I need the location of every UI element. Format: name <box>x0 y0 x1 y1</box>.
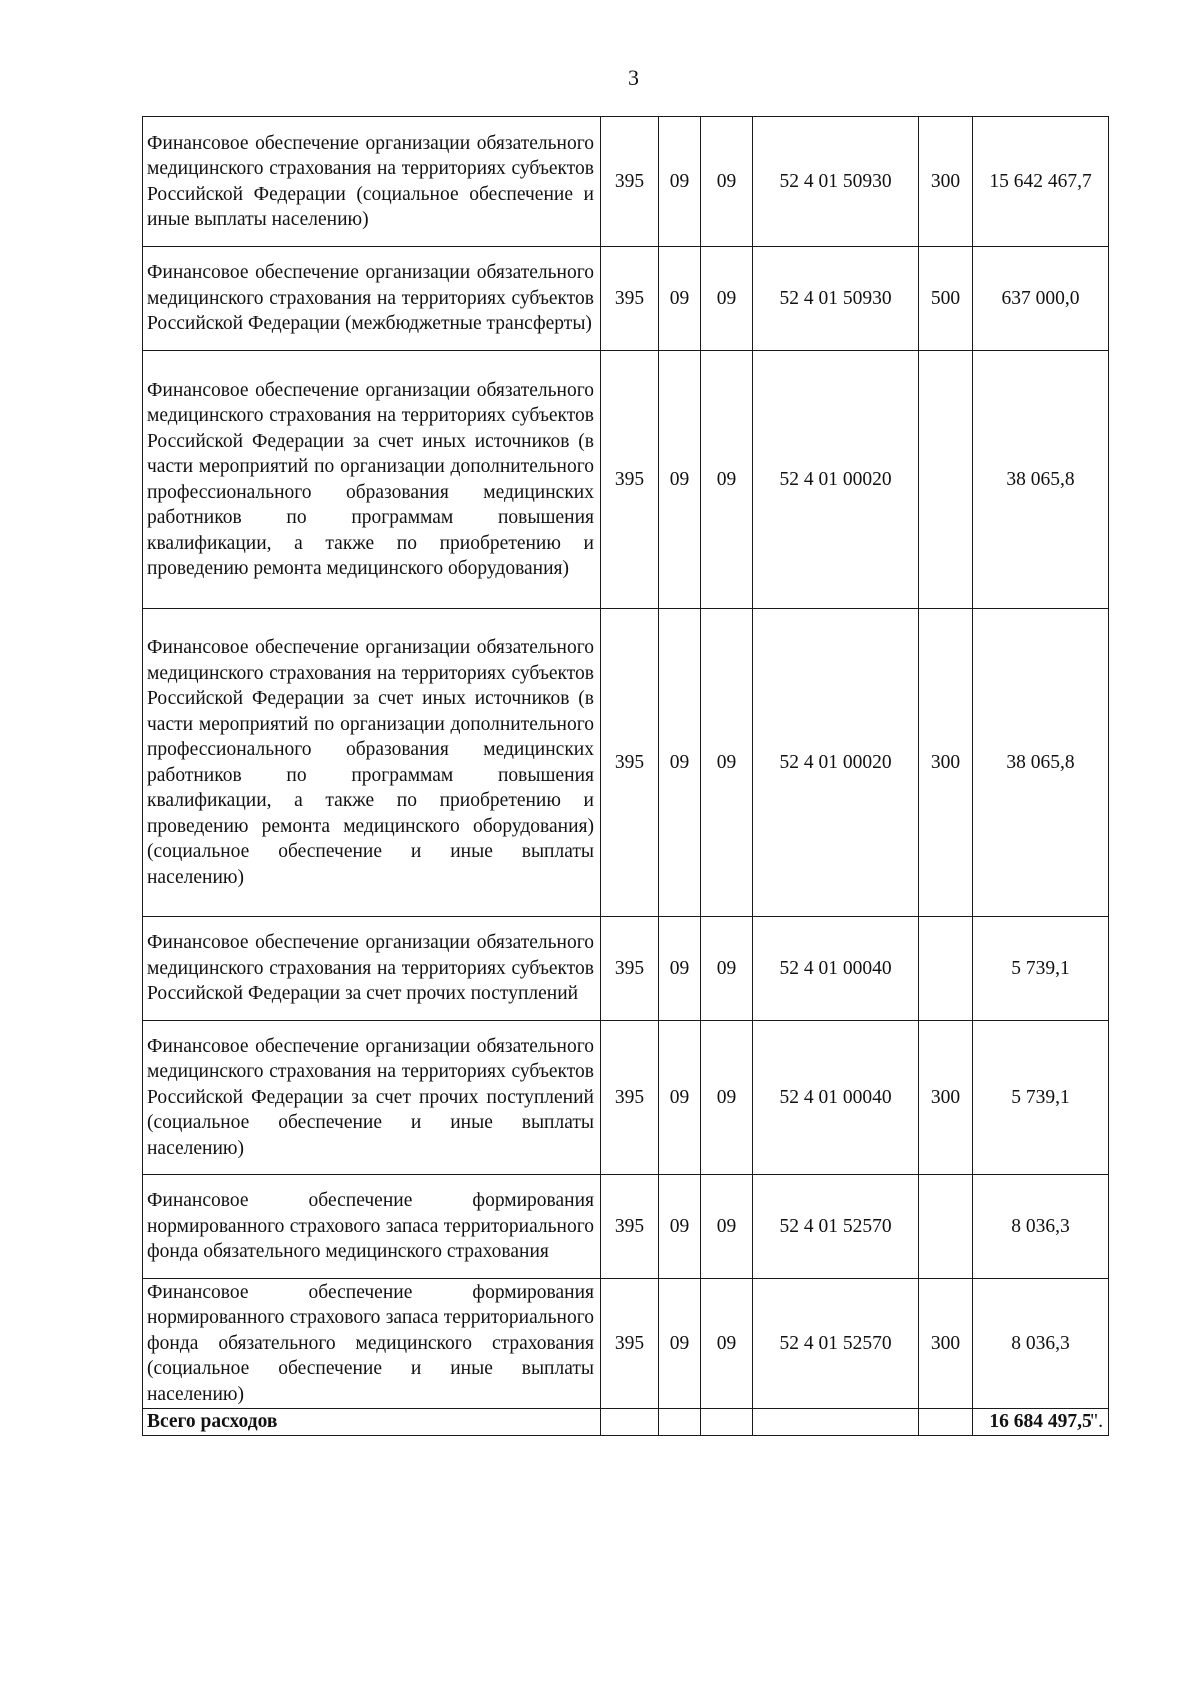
subsection-code: 09 <box>701 1279 753 1409</box>
table-row <box>143 917 1109 1021</box>
empty-cell <box>919 1409 973 1436</box>
amount: 8 036,3 <box>973 1175 1109 1279</box>
subsection-code: 09 <box>701 917 753 1021</box>
empty-cell <box>701 1409 753 1436</box>
subsection-code: 09 <box>701 247 753 351</box>
table-row <box>143 351 1109 609</box>
expense-type-code <box>919 351 973 609</box>
expense-description: Финансовое обеспечение организации обязательного медицинского страхования на территориях субъектов Российской Федерации за счет прочих поступлений (социальное обеспечение и иные выплаты населению) <box>143 1021 601 1175</box>
admin-code: 395 <box>601 609 659 917</box>
admin-code: 395 <box>601 917 659 1021</box>
table-row <box>143 247 1109 351</box>
admin-code: 395 <box>601 1021 659 1175</box>
table-row <box>143 609 1109 917</box>
empty-cell <box>753 1409 919 1436</box>
expense-type-code: 300 <box>919 1021 973 1175</box>
admin-code: 395 <box>601 1279 659 1409</box>
expense-description: Финансовое обеспечение формирования нормированного страхового запаса территориального фонда обязательного медицинского страхования <box>143 1175 601 1279</box>
amount: 637 000,0 <box>973 247 1109 351</box>
target-article-code: 52 4 01 00040 <box>753 1021 919 1175</box>
section-code: 09 <box>659 1279 701 1409</box>
section-code: 09 <box>659 247 701 351</box>
expense-description: Финансовое обеспечение формирования нормированного страхового запаса территориального фонда обязательного медицинского страхования (социальное обеспечение и иные выплаты населению) <box>143 1279 601 1409</box>
expense-type-code: 500 <box>919 247 973 351</box>
empty-cell <box>601 1409 659 1436</box>
target-article-code: 52 4 01 00020 <box>753 609 919 917</box>
amount: 38 065,8 <box>973 351 1109 609</box>
expense-description: Финансовое обеспечение организации обязательного медицинского страхования на территориях субъектов Российской Федерации (межбюджетные трансферты) <box>143 247 601 351</box>
target-article-code: 52 4 01 50930 <box>753 247 919 351</box>
subsection-code: 09 <box>701 117 753 247</box>
admin-code: 395 <box>601 351 659 609</box>
section-code: 09 <box>659 351 701 609</box>
subsection-code: 09 <box>701 1175 753 1279</box>
target-article-code: 52 4 01 00020 <box>753 351 919 609</box>
section-code: 09 <box>659 917 701 1021</box>
subsection-code: 09 <box>701 351 753 609</box>
section-code: 09 <box>659 117 701 247</box>
expense-description: Финансовое обеспечение организации обязательного медицинского страхования на территориях субъектов Российской Федерации за счет иных источников (в части мероприятий по организации дополнительного профессионального образования медицинских работников по программам повышения квалификации, а также по приобретению и проведению ремонта медицинского оборудования) (социальное обеспечение и иные выплаты населению) <box>143 609 601 917</box>
closing-quote: ". <box>1090 1410 1104 1432</box>
expense-type-code: 300 <box>919 1279 973 1409</box>
expense-type-code: 300 <box>919 117 973 247</box>
total-row <box>143 1409 1109 1436</box>
table-row <box>143 1021 1109 1175</box>
target-article-code: 52 4 01 50930 <box>753 117 919 247</box>
amount: 38 065,8 <box>973 609 1109 917</box>
expense-description: Финансовое обеспечение организации обязательного медицинского страхования на территориях субъектов Российской Федерации (социальное обеспечение и иные выплаты населению) <box>143 117 601 247</box>
subsection-code: 09 <box>701 609 753 917</box>
amount: 15 642 467,7 <box>973 117 1109 247</box>
table-row <box>143 1175 1109 1279</box>
section-code: 09 <box>659 1175 701 1279</box>
page-number: 3 <box>628 65 639 90</box>
expense-type-code <box>919 917 973 1021</box>
subsection-code: 09 <box>701 1021 753 1175</box>
expense-type-code <box>919 1175 973 1279</box>
amount: 5 739,1 <box>973 1021 1109 1175</box>
target-article-code: 52 4 01 00040 <box>753 917 919 1021</box>
empty-cell <box>659 1409 701 1436</box>
target-article-code: 52 4 01 52570 <box>753 1175 919 1279</box>
expense-description: Финансовое обеспечение организации обязательного медицинского страхования на территориях субъектов Российской Федерации за счет прочих поступлений <box>143 917 601 1021</box>
section-code: 09 <box>659 1021 701 1175</box>
admin-code: 395 <box>601 247 659 351</box>
admin-code: 395 <box>601 117 659 247</box>
expense-type-code: 300 <box>919 609 973 917</box>
admin-code: 395 <box>601 1175 659 1279</box>
expenditure-table <box>142 116 1109 1436</box>
amount: 5 739,1 <box>973 917 1109 1021</box>
section-code: 09 <box>659 609 701 917</box>
total-label: Всего расходов <box>143 1409 601 1436</box>
target-article-code: 52 4 01 52570 <box>753 1279 919 1409</box>
expense-description: Финансовое обеспечение организации обязательного медицинского страхования на территориях субъектов Российской Федерации за счет иных источников (в части мероприятий по организации дополнительного профессионального образования медицинских работников по программам повышения квалификации, а также по приобретению и проведению ремонта медицинского оборудования) <box>143 351 601 609</box>
total-amount: 16 684 497,5 <box>973 1409 1109 1436</box>
amount: 8 036,3 <box>973 1279 1109 1409</box>
table-row <box>143 117 1109 247</box>
table-row <box>143 1279 1109 1409</box>
